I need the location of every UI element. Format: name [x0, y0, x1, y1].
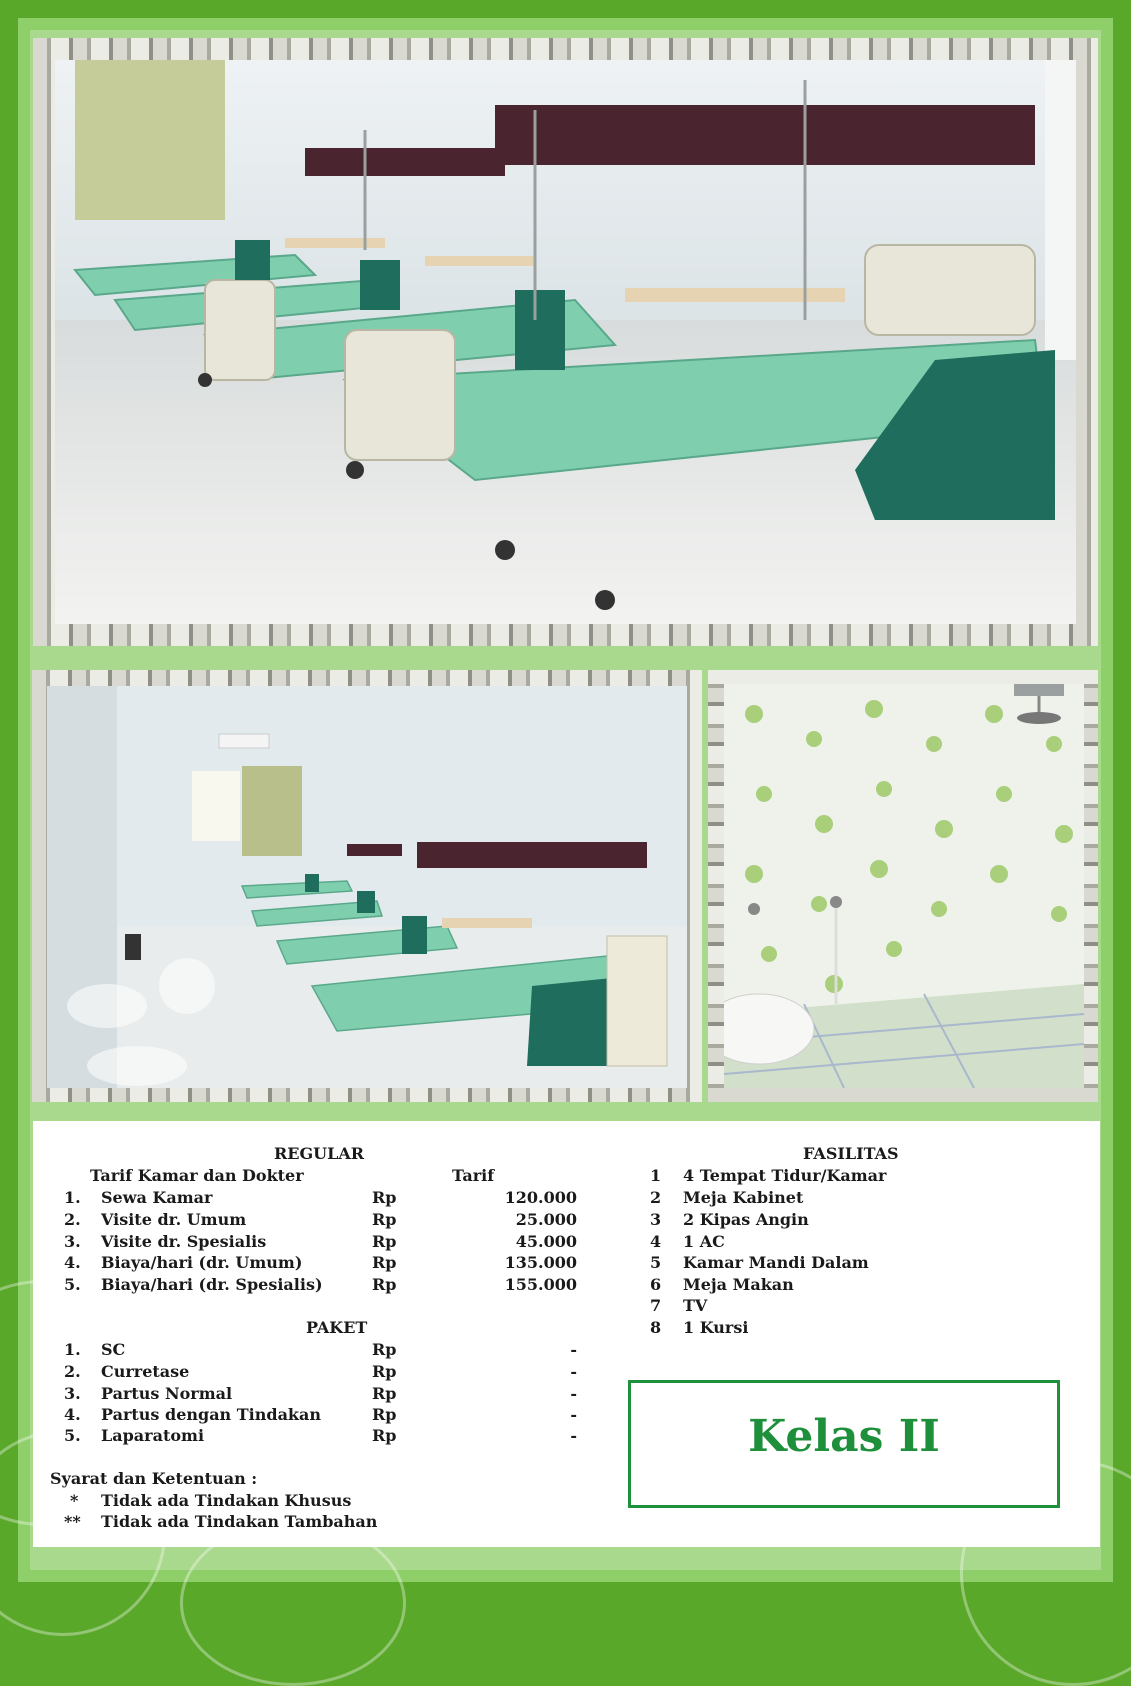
regular-row-name: Biaya/hari (dr. Spesialis)	[101, 1275, 323, 1294]
paket-row-value: -	[570, 1384, 577, 1403]
fasilitas-row-no: 1	[650, 1166, 662, 1185]
fasilitas-row-text: TV	[683, 1296, 708, 1315]
fasilitas-row-text: Kamar Mandi Dalam	[683, 1253, 869, 1272]
syarat-row-text: Tidak ada Tindakan Khusus	[101, 1491, 352, 1510]
fasilitas-row-no: 4	[650, 1232, 662, 1251]
fasilitas-row-no: 6	[650, 1275, 662, 1294]
paket-row-value: -	[570, 1362, 577, 1381]
regular-row-no: 4.	[64, 1253, 81, 1272]
fasilitas-row-text: 2 Kipas Angin	[683, 1210, 809, 1229]
paket-row-no: 3.	[64, 1384, 81, 1403]
regular-row-value: 120.000	[504, 1188, 577, 1207]
paket-heading: PAKET	[306, 1318, 368, 1337]
fasilitas-row-text: 1 Kursi	[683, 1318, 749, 1337]
paket-row-name: Laparatomi	[101, 1426, 205, 1445]
tarif-heading: Tarif	[452, 1166, 495, 1185]
paket-row-no: 2.	[64, 1362, 81, 1381]
paket-row-name: Curretase	[101, 1362, 190, 1381]
regular-row-value: 135.000	[504, 1253, 577, 1272]
paket-row-no: 1.	[64, 1340, 81, 1359]
regular-heading: REGULAR	[274, 1144, 365, 1163]
syarat-row-mark: **	[64, 1512, 81, 1531]
paket-row-value: -	[570, 1405, 577, 1424]
kelas-box	[628, 1380, 1060, 1508]
kelas-title: Kelas II	[748, 1411, 940, 1462]
regular-row-name: Visite dr. Spesialis	[101, 1232, 267, 1251]
fasilitas-row-text: 1 AC	[683, 1232, 725, 1251]
fasilitas-row-no: 2	[650, 1188, 662, 1207]
fasilitas-row-text: 4 Tempat Tidur/Kamar	[683, 1166, 887, 1185]
paket-row-currency: Rp	[372, 1384, 397, 1403]
ward-photo-main	[55, 60, 1076, 624]
paket-row-currency: Rp	[372, 1362, 397, 1381]
fasilitas-row-no: 5	[650, 1253, 662, 1272]
paket-row-name: Partus Normal	[101, 1384, 233, 1403]
regular-row-name: Biaya/hari (dr. Umum)	[101, 1253, 303, 1272]
regular-row-no: 2.	[64, 1210, 81, 1229]
regular-row-name: Visite dr. Umum	[101, 1210, 247, 1229]
regular-row-currency: Rp	[372, 1275, 397, 1294]
ward-photo-secondary	[47, 686, 687, 1088]
paket-row-currency: Rp	[372, 1340, 397, 1359]
regular-row-name: Sewa Kamar	[101, 1188, 213, 1207]
regular-row-no: 3.	[64, 1232, 81, 1251]
paket-row-name: Partus dengan Tindakan	[101, 1405, 322, 1424]
regular-row-currency: Rp	[372, 1253, 397, 1272]
paket-row-value: -	[570, 1426, 577, 1445]
syarat-heading: Syarat dan Ketentuan :	[50, 1469, 258, 1488]
regular-row-currency: Rp	[372, 1188, 397, 1207]
syarat-row-text: Tidak ada Tindakan Tambahan	[101, 1512, 378, 1531]
paket-row-currency: Rp	[372, 1426, 397, 1445]
bathroom-illustration	[724, 684, 1084, 1088]
regular-row-currency: Rp	[372, 1210, 397, 1229]
fasilitas-row-text: Meja Makan	[683, 1275, 794, 1294]
regular-subheading: Tarif Kamar dan Dokter	[90, 1166, 304, 1185]
paket-row-no: 5.	[64, 1426, 81, 1445]
regular-row-currency: Rp	[372, 1232, 397, 1251]
fasilitas-row-no: 7	[650, 1296, 662, 1315]
fasilitas-heading: FASILITAS	[803, 1144, 899, 1163]
regular-row-value: 25.000	[515, 1210, 577, 1229]
regular-row-value: 155.000	[504, 1275, 577, 1294]
fasilitas-row-no: 8	[650, 1318, 662, 1337]
paket-row-currency: Rp	[372, 1405, 397, 1424]
regular-row-no: 5.	[64, 1275, 81, 1294]
syarat-row-mark: *	[70, 1491, 79, 1510]
ward-illustration-main	[55, 60, 1076, 624]
bathroom-photo	[724, 684, 1084, 1088]
regular-row-no: 1.	[64, 1188, 81, 1207]
regular-row-value: 45.000	[515, 1232, 577, 1251]
paket-row-value: -	[570, 1340, 577, 1359]
paket-row-name: SC	[101, 1340, 126, 1359]
fasilitas-row-text: Meja Kabinet	[683, 1188, 804, 1207]
fasilitas-row-no: 3	[650, 1210, 662, 1229]
paket-row-no: 4.	[64, 1405, 81, 1424]
ward-illustration-secondary	[47, 686, 687, 1088]
